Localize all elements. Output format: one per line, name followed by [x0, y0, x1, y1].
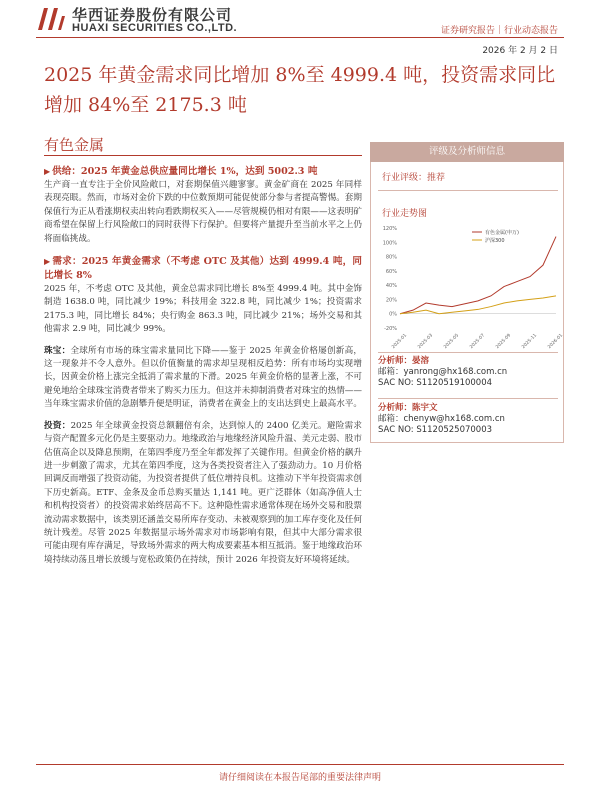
- analyst-1-name: 分析师：晏溶: [378, 356, 430, 366]
- y-tick-label: 20%: [385, 297, 397, 304]
- x-tick-label: 2025-07: [469, 333, 487, 351]
- jewelry-lead: 珠宝：: [44, 345, 71, 356]
- section-divider: [44, 155, 362, 156]
- heading-supply: [44, 164, 362, 179]
- triangle-bullet-icon: ▶: [44, 256, 51, 267]
- y-tick-label: 100%: [382, 240, 397, 247]
- x-tick-label: 2025-05: [443, 333, 461, 351]
- y-tick-label: 120%: [382, 226, 397, 232]
- legend-label: 有色金属(申万): [485, 230, 519, 236]
- legal-footer: 请仔细阅读在本报告尾部的重要法律声明: [218, 773, 381, 783]
- y-tick-label: -20%: [384, 326, 397, 332]
- paragraph-supply: 生产商一直专注于全价风险敞口，对套期保值兴趣寥寥。黄金矿商在 2025 年同样表现亮眼。然而，市场对金价下跌的中位数预期可能促使部分参与者提高警惕。套期保值行为正从看涨期权卖出转向看跌期权买入——尽管规模仍相对有限——这表明矿商希望在保留上行风险敞口的同时获得下行保护。但要将产量提升至当前水平之上仍将面临挑战。: [44, 180, 362, 244]
- y-tick-label: 40%: [385, 283, 397, 290]
- report-title: 2025 年黄金需求同比增加 8%至 4999.4 吨，投资需求同比增加 84%至 2175.3 吨: [44, 64, 556, 116]
- series-line: [400, 237, 556, 314]
- section-title: 有色金属: [44, 136, 105, 154]
- x-tick-label: 2025-11: [521, 333, 539, 351]
- x-tick-label: 2025-03: [417, 333, 435, 351]
- company-logo-icon: [36, 6, 66, 32]
- paragraph-demand: 2025 年，不考虑 OTC 及其他，黄金总需求同比增长 8%至 4999.4 吨。其中金饰制造 1638.0 吨，同比减少 19%；科技用金 322.8 吨，同比减少 1%；投资需求 2175.3 吨，同比增长 84%；央行购金 863.3 吨，同比减少 21%；场外交易和其他需求 2.9 吨，同比减少 99%。: [44, 284, 362, 335]
- trend-chart-title: 行业走势图: [382, 209, 428, 219]
- y-tick-label: 0%: [389, 311, 397, 318]
- investment-text: 2025 年全球黄金投资总额翻倍有余，达到惊人的 2400 亿美元。避险需求与资产配置多元化仍是主要驱动力。地缘政治与地缘经济风险升温、美元走弱、股市估值高企以及降息预期，在第四季度乃至全年都发挥了关键作用。但黄金价格的飙升进一步刺激了需求，尤其在第四季度，这为各类投资者注入了强劲动力。10 月价格回调反而增强了投资动能，为投资者提供了低位增持良机。这推动下半年投资需求创下历史新高。ETF、金条及金币总购买量达 1,141 吨。更广泛群体（如高净值人士和机构投资者）的投资需求始终居高不下。这种隐性需求通常体现在场外交易和股票流动需求数据中，该类别还涵盖交易所库存变动、未被观察到的加工库存变化及任何统计残差。尽管 2025 年数据显示场外需求对市场影响有限，但其中大部分需求很可能由现有库存满足，导致场外需求的两大构成要素基本相互抵消。鉴于地缘政治环境持续动荡且增长放缓与宽松政策仍在持续，预计 2026 年投资友好环境将延续。: [44, 420, 362, 565]
- paragraph-investment: [44, 420, 362, 567]
- investment-lead: 投资：: [44, 420, 71, 431]
- analyst-1: [378, 356, 507, 389]
- panel-header: 评级及分析师信息: [370, 142, 564, 162]
- x-tick-label: 2026-01: [547, 333, 565, 351]
- trend-chart: [372, 220, 565, 351]
- analyst-2-email[interactable]: 邮箱：chenyw@hx168.com.cn: [378, 414, 505, 424]
- heading-demand-text: 需求：2025 年黄金需求（不考虑 OTC 及其他）达到 4999.4 吨，同比增长 8%: [44, 256, 363, 282]
- analyst-2: [378, 403, 505, 436]
- analyst-divider: [378, 398, 558, 399]
- x-tick-label: 2025-09: [495, 333, 513, 351]
- analyst-2-name: 分析师：陈宇文: [378, 403, 438, 413]
- jewelry-text: 全球所有市场的珠宝需求量同比下降——鉴于 2025 年黄金价格屡创新高，这一现象并不令人意外。但以价值衡量的需求却呈现相反趋势：所有市场均实现增长，因黄金价格上涨完全抵消了需求量的下滑。2025 年黄金价格的显著上涨，不可避免地给全球珠宝消费者带来了购买力压力。但这并未抑制消费者对珠宝的热情——当年珠宝需求价值的急剧攀升便是明证，消费者在黄金上的支出达到史上最高水平。: [44, 345, 362, 410]
- analyst-divider: [378, 352, 558, 353]
- analyst-1-email[interactable]: 邮箱：yanrong@hx168.com.cn: [378, 367, 508, 377]
- header-divider: [36, 37, 564, 38]
- y-tick-label: 80%: [385, 254, 397, 261]
- legend-label: 沪深300: [485, 238, 505, 244]
- heading-demand: [44, 254, 362, 283]
- paragraph-jewelry: [44, 345, 362, 412]
- footer-divider: [36, 764, 564, 765]
- industry-rating: 行业评级：推荐: [382, 173, 446, 183]
- x-tick-label: 2025-01: [391, 333, 409, 351]
- report-date: 2026 年 2 月 2 日: [482, 46, 558, 56]
- y-tick-label: 60%: [385, 268, 397, 275]
- triangle-bullet-icon: ▶: [44, 166, 51, 176]
- main-body: [44, 164, 362, 567]
- company-name-en: HUAXI SECURITIES CO.,LTD.: [72, 22, 238, 34]
- panel-divider: [378, 190, 558, 191]
- company-name-cn: 华西证券股份有限公司: [72, 6, 233, 24]
- analyst-1-sac: SAC NO: S1120519100004: [378, 378, 493, 388]
- heading-supply-text: 供给：2025 年黄金总供应量同比增长 1%，达到 5002.3 吨: [52, 166, 318, 177]
- report-type: 证券研究报告｜行业动态报告: [440, 26, 558, 36]
- analyst-2-sac: SAC NO: S1120525070003: [378, 425, 493, 435]
